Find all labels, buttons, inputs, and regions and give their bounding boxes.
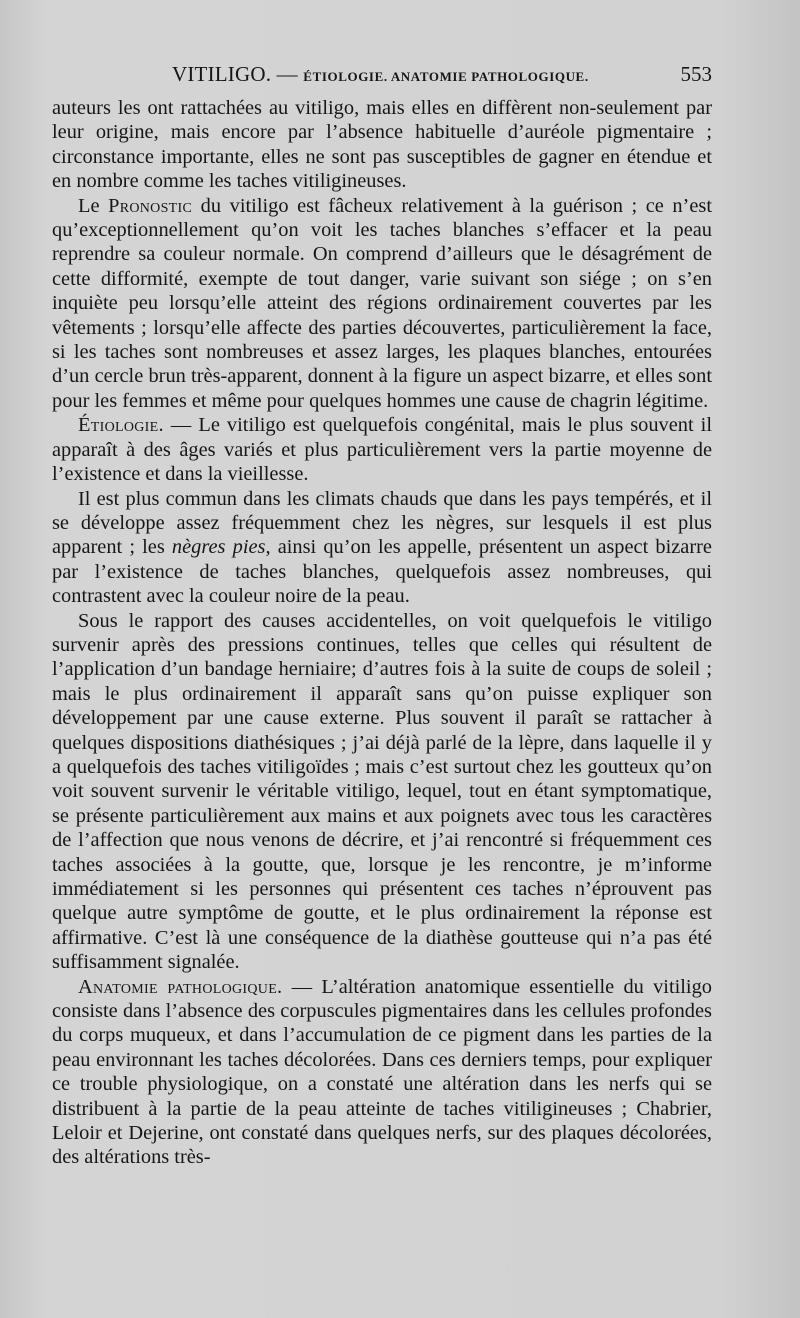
section-heading-etiologie: Étiologie. (78, 414, 164, 437)
paragraph-causes (52, 609, 712, 975)
running-title-main: VITILIGO. (172, 62, 272, 86)
running-title-dash: — (271, 62, 304, 86)
paragraph-continuation (52, 96, 712, 194)
paragraph-text: Il est plus commun dans les climats chauds que dans les pays tempérés, et il se développe assez fréquemment chez les nègres, sur lesquels il est plus apparent ; les (52, 487, 712, 559)
paragraph-text: — Le vitiligo est quelquefois congénital, mais le plus souvent il apparaît à des âges variés et plus particulièrement vers la partie moyenne de l’existence et dans la vieillesse. (52, 414, 712, 486)
paragraph-text: — L’altération anatomique essentielle du vitiligo consiste dans l’absence des corpuscules pigmentaires dans les cellules profondes du corps muqueux, et dans l’accumulation de ce pigment dans les parties de la peau environnant les taches décolorées. Dans ces derniers temps, pour expliquer ce trouble physiologique, on a constaté une altération dans les nerfs qui se distribuent à la partie de la peau atteinte de taches vitiligineuses ; Chabrier, Leloir et Dejerine, ont constaté dans quelques nerfs, sur des plaques décolorées, des altérations très- (52, 975, 712, 1169)
running-title-sub: ÉTIOLOGIE. ANATOMIE PATHOLOGIQUE. (303, 69, 589, 84)
section-heading-pronostic: Pronostic (108, 194, 193, 217)
paragraph-etiologie (52, 413, 712, 486)
page-number: 553 (680, 62, 712, 86)
paragraph-text: du vitiligo est fâcheux relativement à la guérison ; ce n’est qu’exceptionnellement qu’on voit les taches blanches s’effacer et la peau reprendre sa couleur normale. On comprend d’ailleurs que le désagrément de cette difformité, exempte de tout danger, varie suivant son siége ; on s’en inquiète peu lorsqu’elle atteint des régions ordinairement couvertes par les vêtements ; lorsqu’elle affecte des parties découvertes, particulièrement la face, si les taches sont nombreuses et assez larges, les plaques blanches, entourées d’un cercle brun très-apparent, donnent à la figure un aspect bizarre, et elles sont pour les femmes et même pour quelques hommes une cause de chagrin légitime. (52, 194, 712, 412)
paragraph-lead-prefix: Le (78, 194, 109, 217)
paragraph-climats (52, 487, 712, 609)
section-heading-anatomie: Anatomie pathologique. (78, 975, 283, 998)
italic-term: nègres pies (171, 536, 266, 559)
running-title (172, 62, 589, 87)
running-header (52, 62, 712, 90)
paragraph-anatomie (52, 975, 712, 1170)
body-text (52, 96, 712, 1170)
paragraph-text: , ainsi qu’on les appelle, présentent un aspect bizarre par l’existence de taches blanches, quelquefois assez nombreuses, qui contrastent avec la couleur noire de la peau. (52, 536, 712, 608)
paragraph-text: auteurs les ont rattachées au vitiligo, mais elles en diffèrent non-seulement par leur origine, mais encore par l’absence habituelle d’auréole pigmentaire ; circonstance importante, elles ne sont pas susceptibles de gagner en étendue et en nombre comme les taches vitiligineuses. (52, 97, 712, 193)
paragraph-pronostic (52, 194, 712, 414)
paragraph-text: Sous le rapport des causes accidentelles, on voit quelquefois le vitiligo survenir après des pressions continues, telles que celles qui résultent de l’application d’un bandage herniaire; d’autres fois à la suite de coups de soleil ; mais le plus ordinairement il apparaît sans qu’on puisse expliquer son développement par une cause externe. Plus souvent il paraît se rattacher à quelques dispositions diathésiques ; j’ai déjà parlé de la lèpre, dans laquelle il y a quelquefois des taches vitiligoïdes ; mais c’est surtout chez les goutteux qu’on voit souvent survenir le véritable vitiligo, lequel, tout en étant symptomatique, se présente particulièrement aux mains et aux poignets avec tous les caractères de l’affection que nous venons de décrire, et j’ai rencontré si fréquemment ces taches associées à la goutte, que, lorsque je les rencontre, je m’informe immédiatement si les personnes qui présentent ces taches n’éprouvent pas quelque autre symptôme de goutte, et le plus ordinairement la réponse est affirmative. C’est là une conséquence de la diathèse goutteuse qui n’a pas été suffisamment signalée. (52, 609, 712, 974)
